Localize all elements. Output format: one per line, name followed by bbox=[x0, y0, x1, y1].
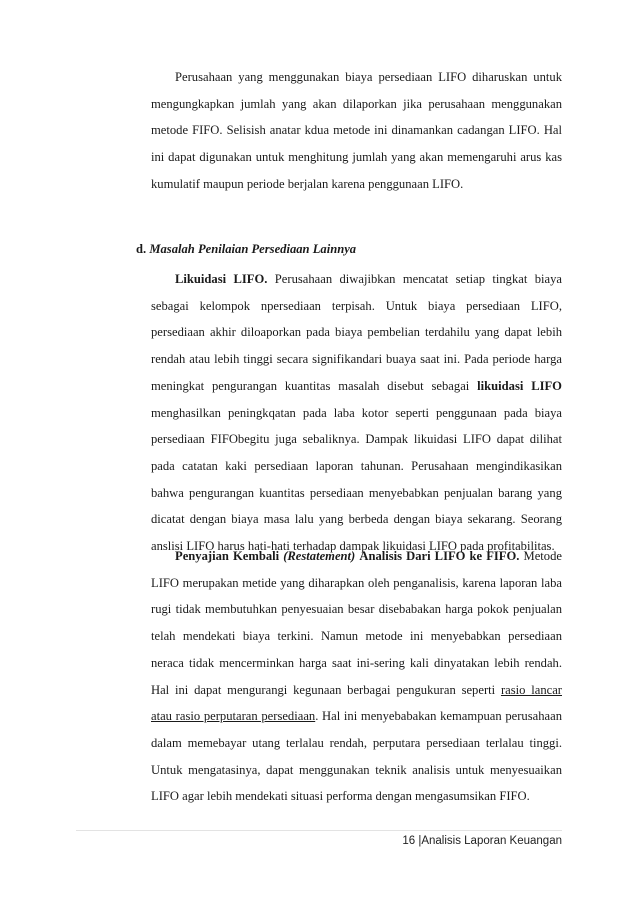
footer-divider bbox=[76, 830, 562, 831]
paragraph-lifo-reserve bbox=[151, 64, 562, 198]
underlined-phrase: rasio lancar atau rasio perputaran persediaan bbox=[151, 682, 562, 724]
paragraph-text: Perusahaan diwajibkan mencatat setiap tingkat biaya sebagai kelompok npersediaan terpisah. Untuk biaya persediaan LIFO, persediaan akhir diloaporkan pada biaya pembelian terdahilu yang dapat lebih rendah atau lebih tinggi secara signifikandari buaya saat ini. Pada periode harga meningkat pengurangan kuantitas masalah disebut sebagai bbox=[151, 272, 563, 393]
paragraph-text: Perusahaan yang menggunakan biaya persediaan LIFO diharuskan untuk mengungkapkan jumlah yang akan dilaporkan jika perusahaan menggunakan metode FIFO. Selisish anatar kdua metode ini dinamankan cadangan LIFO. Hal ini dapat digunakan untuk menghitung jumlah yang akan memengaruhi arus kas kumulatif maupun periode berjalan karena penggunaan LIFO. bbox=[151, 70, 562, 191]
running-title: Analisis Laporan Keuangan bbox=[421, 835, 562, 847]
paragraph-text: menghasilkan peningkqatan pada laba kotor seperti penggunaan pada biaya persediaan FIFObegitu juga sebaliknya. Dampak likuidasi LIFO dapat dilihat pada catatan kaki persediaan laporan tahunan. Perusahaan mengindikasikan bahwa pengurangan kuantitas persediaan menyebabkan penjualan barang yang dicatat dengan biaya masa lalu yang berbeda dengan biaya sekarang. Seorang anslisi LIFO harus hati-hati terhadap dampak likuidasi LIFO pada profitabilitas. bbox=[151, 405, 562, 554]
page-number: 16 bbox=[402, 835, 416, 847]
paragraph-restatement bbox=[151, 543, 562, 810]
section-heading bbox=[136, 240, 356, 258]
paragraph-lead-term: Likuidasi LIFO. bbox=[175, 272, 268, 286]
paragraph-text: . Hal ini menyebabakan kemampuan perusahaan dalam memebayar utang terlalau rendah, perputara persediaan terlalau tinggi. Untuk mengatasinya, dapat menggunakan teknik analisis untuk menyesuaikan LIFO agar lebih mendekati situasi performa dengan mengasumsikan FIFO. bbox=[151, 709, 562, 804]
paragraph-lifo-liquidation bbox=[151, 266, 562, 560]
footer-separator: | bbox=[418, 835, 422, 847]
bold-term: likuidasi LIFO bbox=[477, 378, 562, 393]
page-footer bbox=[402, 835, 562, 847]
paragraph-lead-term: Analisis Dari LIFO ke FIFO. bbox=[359, 549, 520, 563]
paragraph-lead-term: Penyajian Kembali bbox=[175, 549, 280, 563]
paragraph-text: Metode LIFO merupakan metide yang diharapkan oleh penganalisis, karena laporan laba rugi tidak membutuhkan penyesuaian besar disebabakan harga pokok penjualan telah mendekati biaya terkini. Namun metode ini menyebabkan persediaan neraca tidak mencerminkan harga saat ini-sering kali dinyatakan lebih rendah. Hal ini dapat mengurangi kegunaan berbagai pengukuran seperti bbox=[151, 549, 562, 697]
section-title: Masalah Penilaian Persediaan Lainnya bbox=[149, 242, 357, 256]
section-letter: d. bbox=[136, 242, 147, 256]
paragraph-lead-italic: (Restatement) bbox=[283, 549, 356, 563]
